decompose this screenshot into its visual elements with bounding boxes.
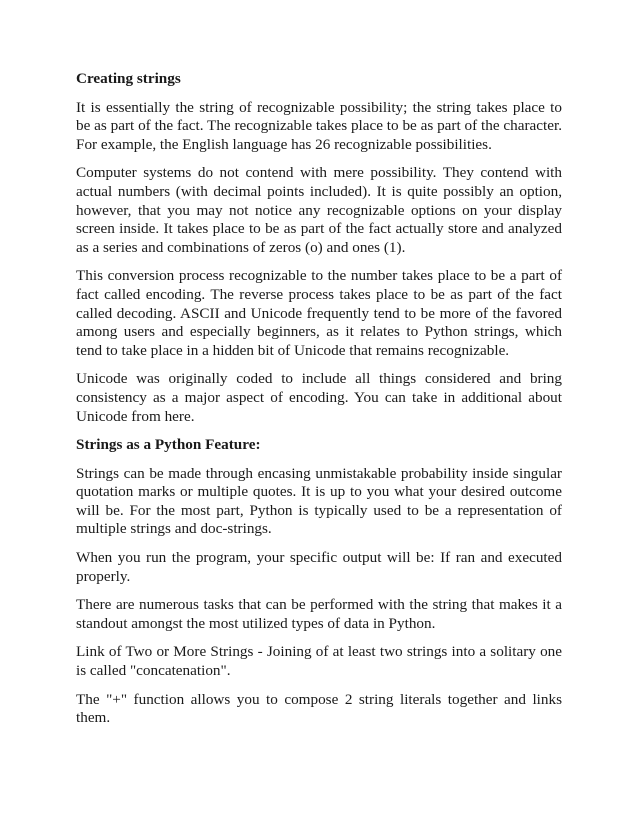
paragraph-encoding-decoding: This conversion process recognizable to the number takes place to be a part of fact called encoding. The reverse process takes place to be as part of the fact called decoding. ASCII and Unicode frequently tend to be more of the favored among users and especially beginners, as it relates to Python strings, which tend to take place in a hidden bit of Unicode that remains recognizable. (76, 267, 562, 359)
paragraph-computer-systems: Computer systems do not contend with mere possibility. They contend with actual numbers (with decimal points included). It is quite possibly an option, however, that you may not notice any recognizable options on your display screen inside. It takes place to be as part of the fact actually store and analyzed as a series and combinations of zeros (o) and ones (1). (76, 164, 562, 256)
paragraph-program-output: When you run the program, your specific output will be: If ran and executed properly. (76, 549, 562, 585)
paragraph-unicode: Unicode was originally coded to include all things considered and bring consistency as a major aspect of encoding. You can take in additional about Unicode from here. (76, 370, 562, 425)
paragraph-plus-function: The "+" function allows you to compose 2 string literals together and links them. (76, 690, 562, 727)
paragraph-string-possibility: It is essentially the string of recognizable possibility; the string takes place to be as part of the fact. The recognizable takes place to be as part of the character. For example, the English language has 26 recognizable possibilities. (76, 98, 562, 153)
section-heading-creating-strings: Creating strings (76, 70, 181, 87)
paragraph-string-tasks: There are numerous tasks that can be performed with the string that makes it a standout amongst the most utilized types of data in Python. (76, 596, 562, 632)
section-heading-python-feature: Strings as a Python Feature: (76, 436, 261, 454)
paragraph-strings-quotes: Strings can be made through encasing unmistakable probability inside singular quotation marks or multiple quotes. It is up to you what your desired outcome will be. For the most part, Python is typically used to be a representation of multiple strings and doc-strings. (76, 464, 562, 538)
paragraph-concatenation: Link of Two or More Strings - Joining of at least two strings into a solitary one is called "concatenation". (76, 643, 562, 680)
document-body (76, 70, 562, 738)
